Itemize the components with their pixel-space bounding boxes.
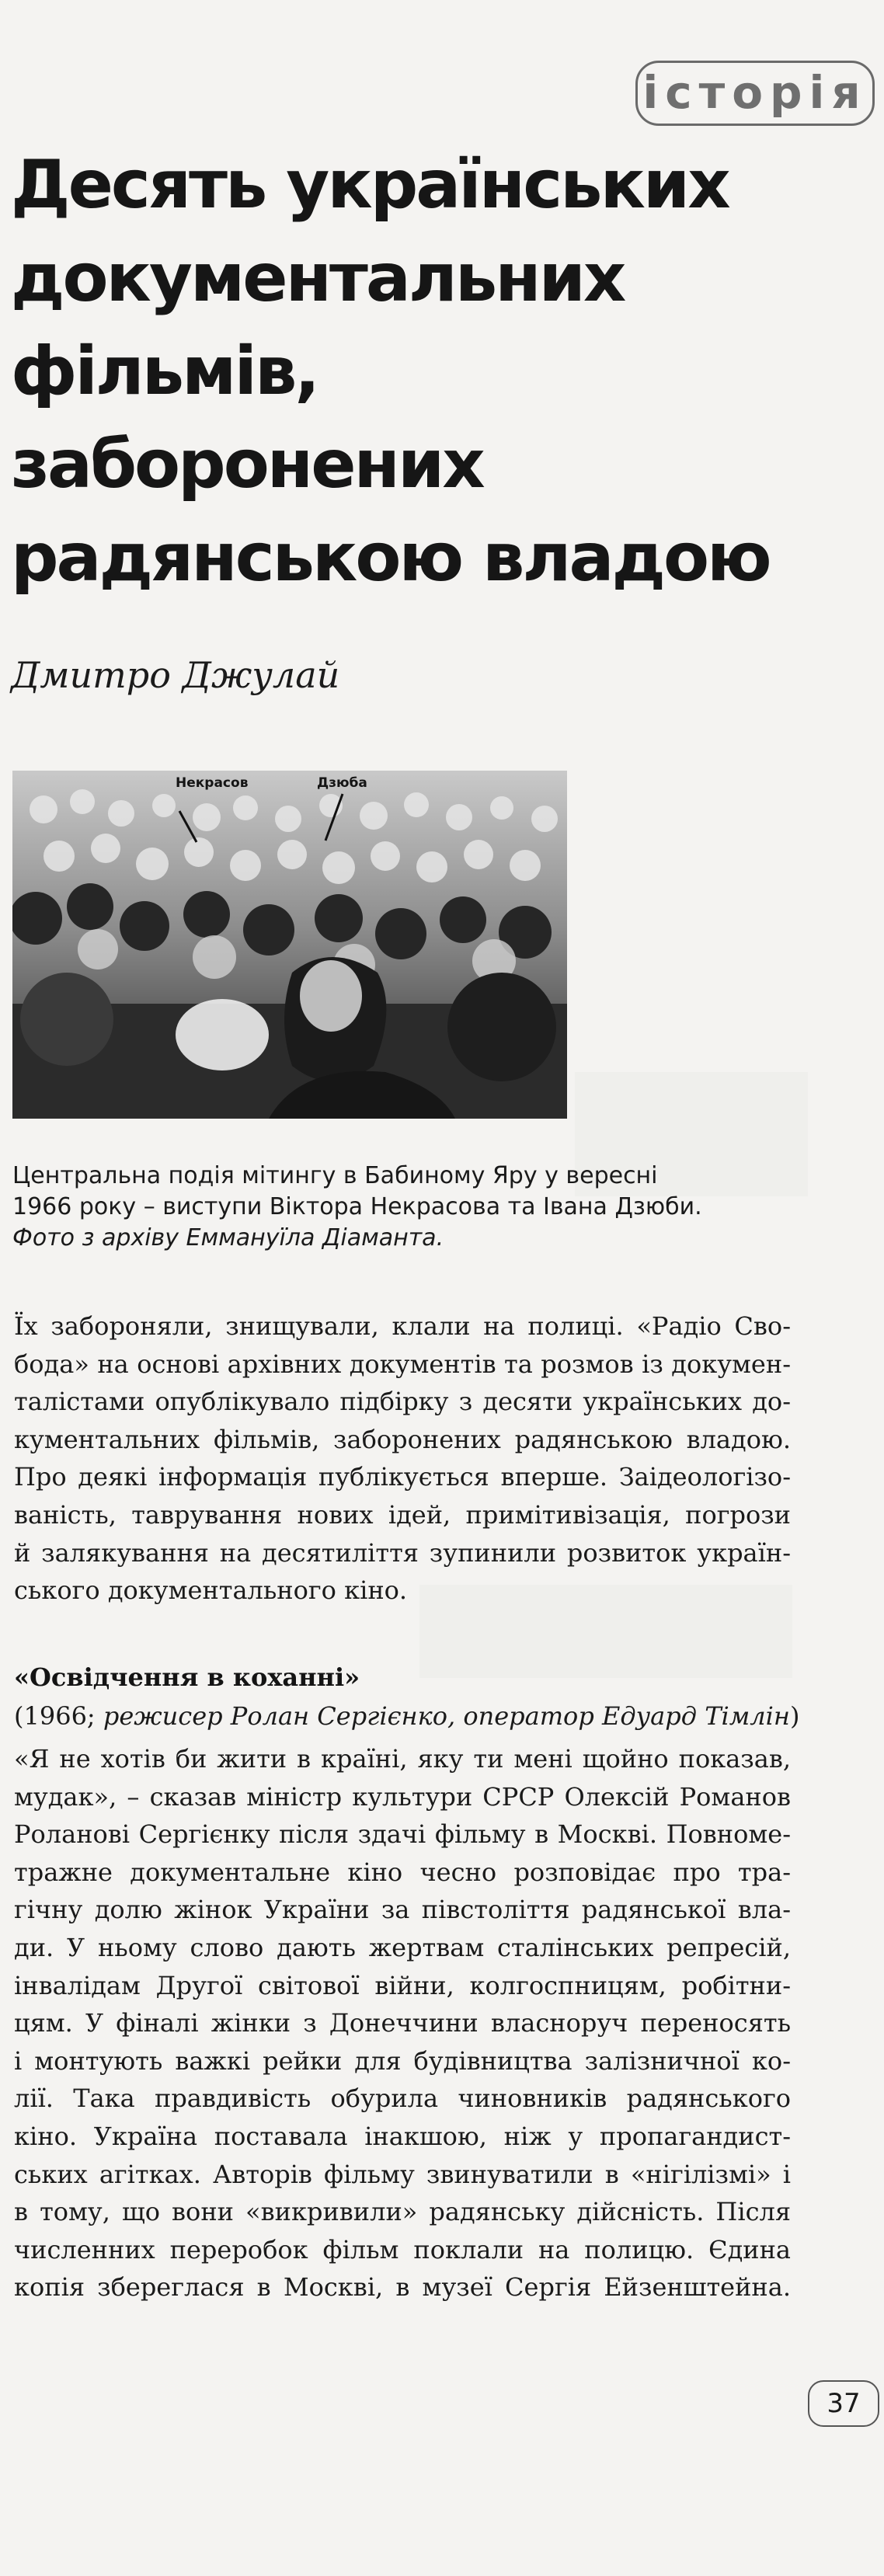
photo-caption — [12, 1161, 712, 1254]
text-line: Роланові Сергієнку після здачі фільму в Москві. Повноме- — [14, 1819, 791, 1850]
text-line: цям. У фіналі жінки з Донеччини власноруч переносять — [14, 2008, 791, 2038]
text-line: й залякування на десятиліття зупинили розвиток україн- — [14, 1537, 791, 1568]
text-line: ського документального кіно. — [14, 1575, 408, 1606]
text-line: в тому, що вони «викривили» радянську дійсність. Після — [14, 2197, 791, 2227]
page-number: 37 — [808, 2380, 879, 2427]
credits-open: (1966; — [14, 1701, 103, 1731]
credits-crew: режисер Ролан Сергієнко, оператор Едуард Тімлін — [103, 1701, 790, 1731]
title-line: фільмів, — [11, 332, 318, 410]
title-line: заборонених — [11, 426, 483, 503]
text-line: тражне документальне кіно чесно розповідає про тра- — [14, 1857, 791, 1887]
text-line: Про деякі інформація публікується вперше. Заідеологізо- — [14, 1462, 791, 1492]
text-line: інвалідам Другої світової війни, колгоспницям, робітни- — [14, 1970, 791, 2000]
text-line: «Я не хотів би жити в країні, яку ти мені щойно показав, — [14, 1744, 791, 1774]
text-line: мудак», – сказав міністр культури СРСР Олексій Романов — [14, 1781, 791, 1812]
text-line: талістами опублікувало підбірку з десяти українських до- — [14, 1387, 791, 1417]
text-line: численних переробок фільм поклали на полицю. Єдина — [14, 2234, 791, 2264]
title-line: документальних — [11, 239, 625, 317]
text-line: Їх забороняли, знищували, клали на полиці. «Радіо Сво- — [14, 1311, 791, 1341]
text-line: ваність, таврування нових ідей, примітивізація, погрози — [14, 1499, 791, 1530]
title-line: Десять українських — [11, 146, 729, 224]
article-title — [11, 138, 834, 604]
caption-credit: Фото з архіву Еммануїла Діаманта. — [12, 1224, 444, 1251]
text-line: лії. Така правдивість обурила чиновників радянського — [14, 2083, 791, 2114]
text-line: копія збереглася в Москві, в музеї Сергія Ейзенштейна. — [14, 2272, 791, 2303]
text-line: бода» на основі архівних документів та розмов із докумен- — [14, 1349, 791, 1379]
title-line: радянською владою — [11, 519, 770, 597]
section-badge: історія — [635, 61, 875, 126]
crowd-photo-image — [12, 771, 567, 1119]
text-line: кіно. Україна поставала інакшою, ніж у пропагандист- — [14, 2121, 791, 2151]
text-line: кументальних фільмів, заборонених радянською владою. — [14, 1424, 791, 1454]
text-line: і монтують важкі рейки для будівництва залізничної ко- — [14, 2045, 791, 2076]
film-title: «Освідчення в коханні» — [14, 1662, 360, 1692]
caption-line: Центральна подія мітингу в Бабиному Яру у вересні — [12, 1162, 658, 1189]
text-line: ди. У ньому слово дають жертвам сталінських репресій, — [14, 1932, 791, 1962]
lead-paragraph — [14, 1307, 791, 1610]
film-credits — [14, 1701, 800, 1731]
caption-line: 1966 року – виступи Віктора Некрасова та Івана Дзюби. — [12, 1193, 702, 1220]
photo-label-dziuba: Дзюба — [317, 775, 367, 791]
photo-label-nekrasov: Некрасов — [176, 775, 249, 791]
author-byline: Дмитро Джулай — [11, 654, 340, 696]
credits-close: ) — [789, 1701, 800, 1731]
text-line: гічну долю жінок України за півстоліття радянської вла- — [14, 1895, 791, 1925]
film-description — [14, 1740, 791, 2306]
text-line: ських агітках. Авторів фільму звинуватили в «нігілізмі» і — [14, 2159, 791, 2189]
rally-photo — [12, 771, 567, 1119]
